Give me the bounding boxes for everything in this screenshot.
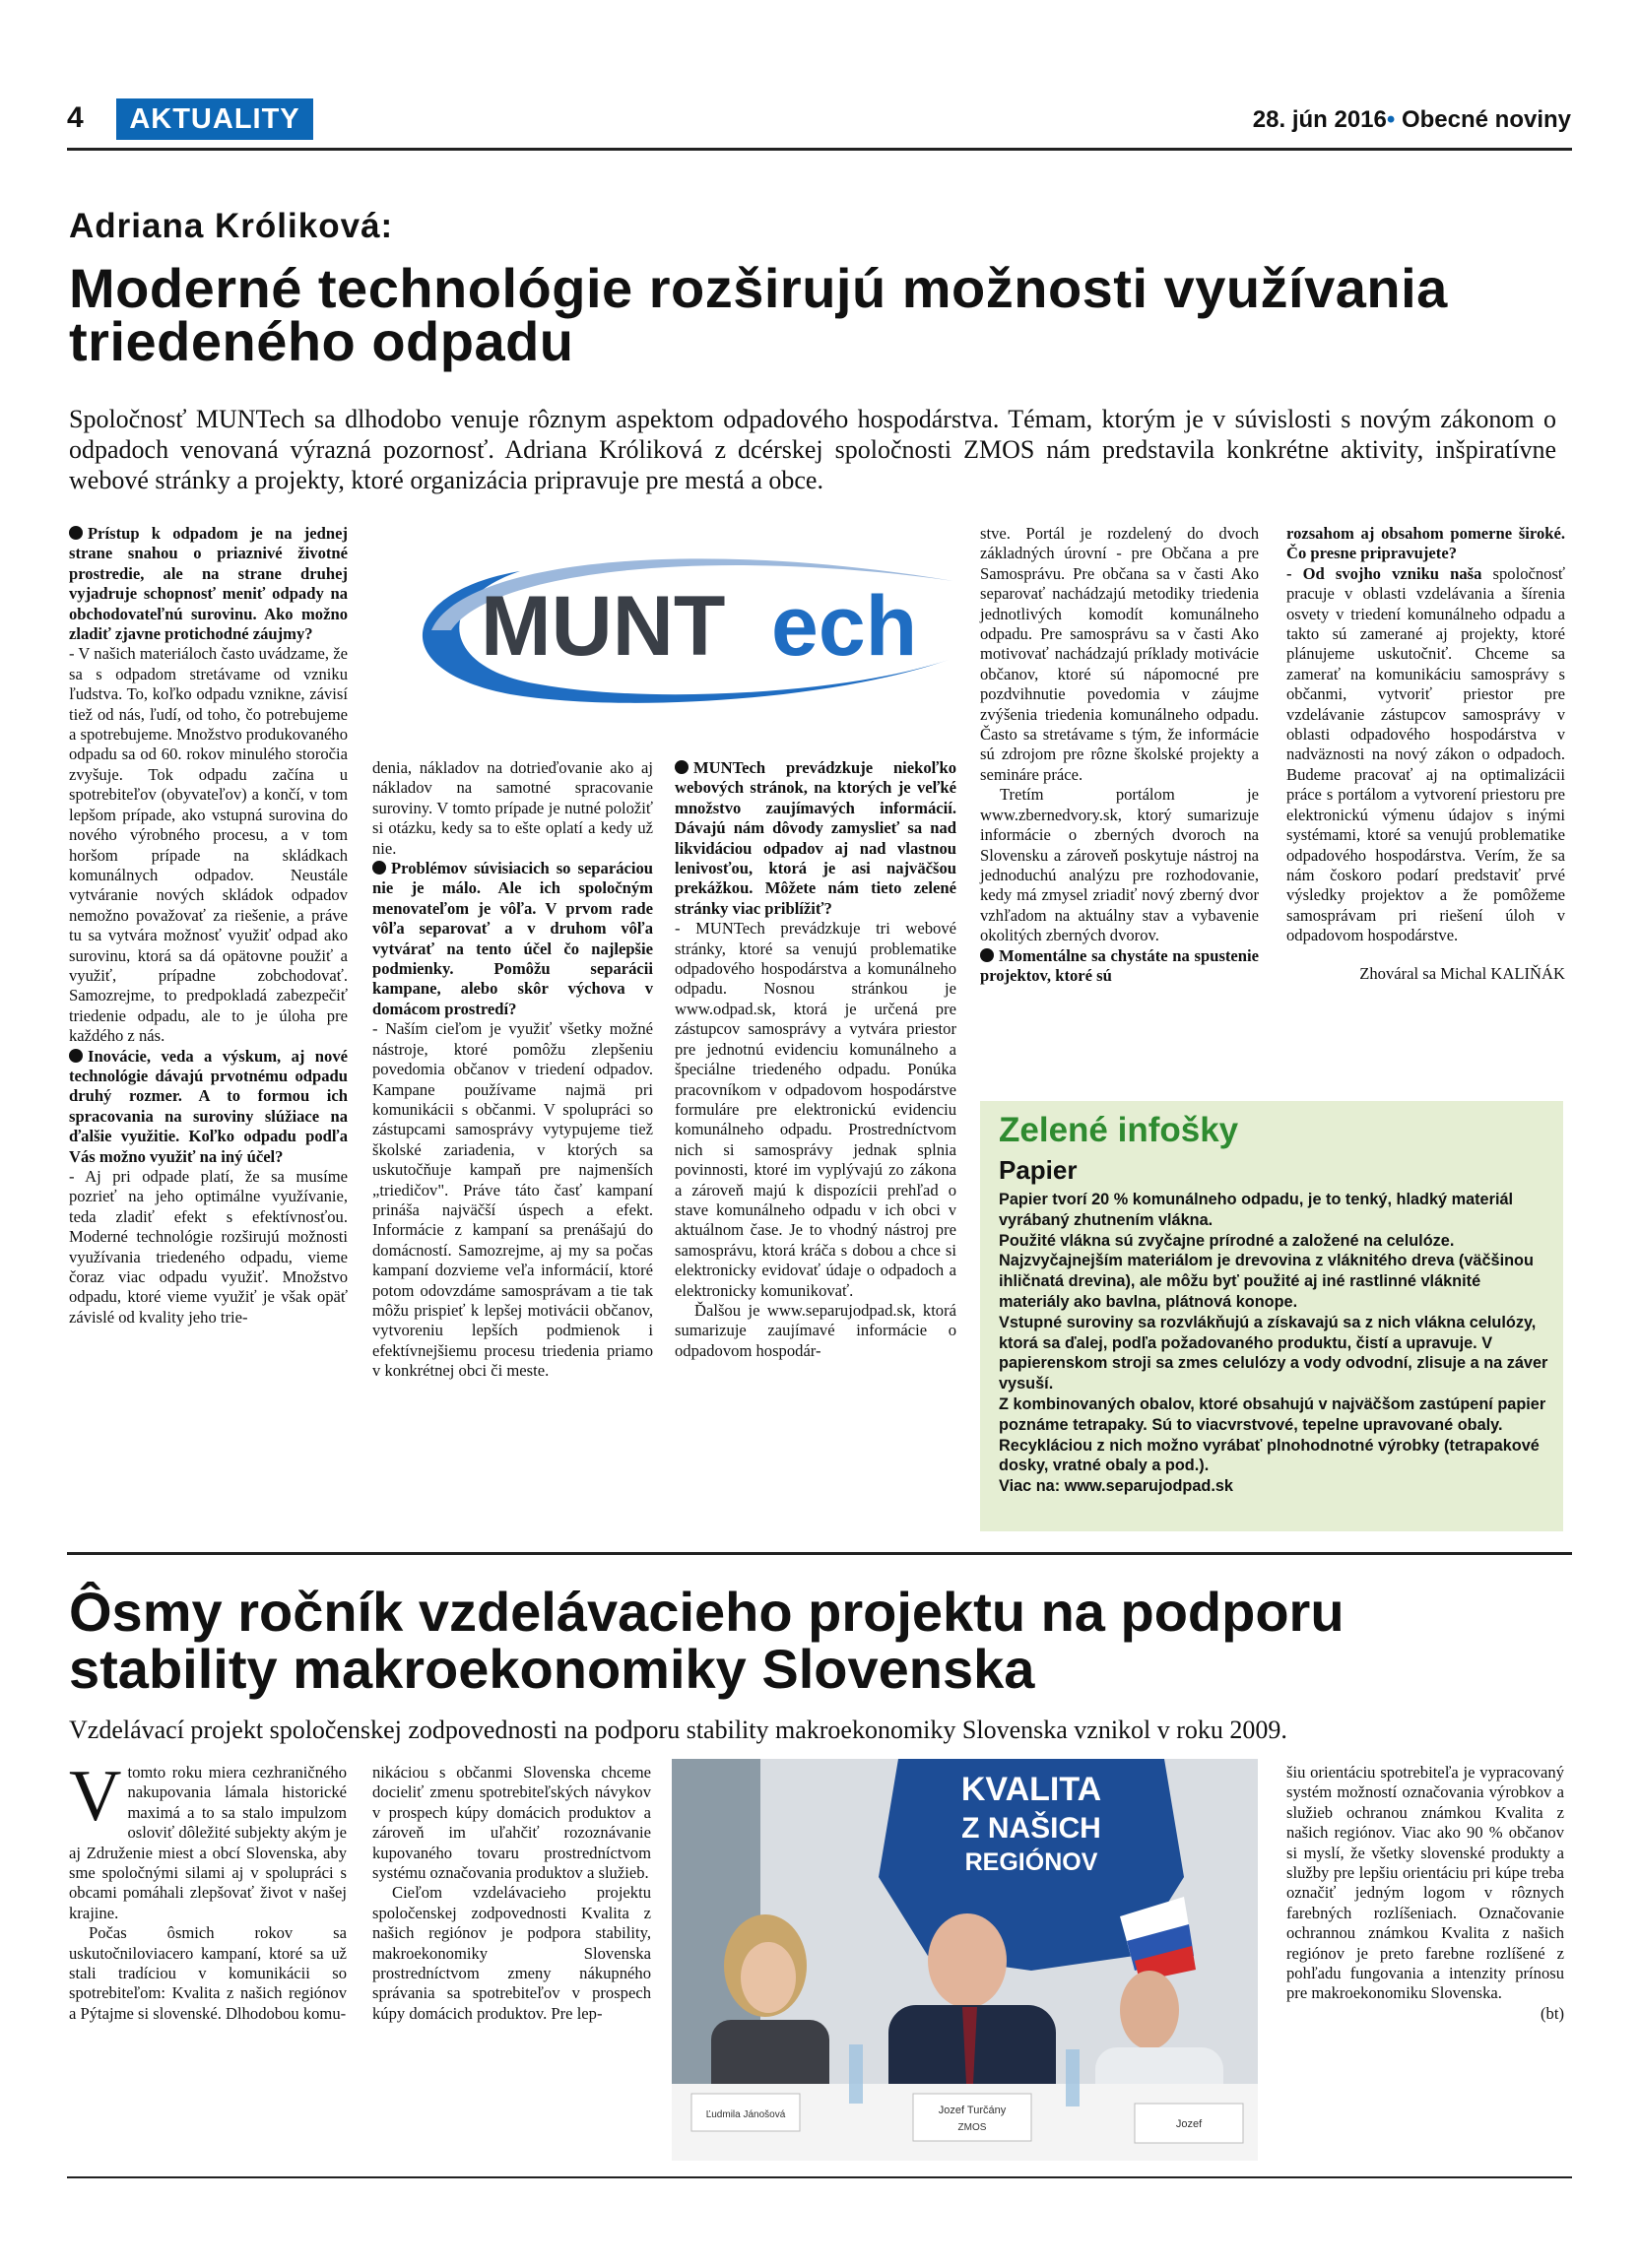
paragraph: Počas ôsmich rokov sa uskutočniloviacero kampaní, ktoré sa už stali tradíciou v komunikácii so spotrebiteľom: Kvalita z našich regiónov a Pýtajme si slovenské. Dlhodobou komu- [69, 1923, 347, 2023]
article2-column-1 [69, 1756, 347, 2024]
section-label: AKTUALITY [116, 98, 313, 140]
dropcap: V [69, 1756, 122, 1837]
person-right-face [1120, 1971, 1179, 2049]
question: Inovácie, veda a výskum, aj nové technológie dávajú prvotnému odpadu druhý rozmer. A to formou ich spracovania na suroviny slúžiace na ďalšie využitie. Koľko odpadu podľa Vás možno využiť na iný účel? [69, 1046, 348, 1166]
nameplate-center-org: ZMOS [957, 2122, 987, 2133]
infobox-body [999, 1190, 1550, 1497]
water-bottle [1066, 2049, 1080, 2106]
muntech-logo [372, 522, 963, 719]
paragraph: nikáciou s občanmi Slovenska chceme docieliť zmenu spotrebiteľských návykov v prospech kúpy domácich produktov a zároveň im uľahčiť rozoznávanie kupovaného tovaru prostredníctvom systému označovania produktov a služieb. [372, 1763, 651, 1883]
answer: Tretím portálom je www.zbernedvory.sk, ktorý sumarizuje informácie o zberných dvoroch na Slovensku a zároveň poskytuje nástroj na jednoduchú analýzu pre rozhodovanie, kedy má zmysel zriadiť nový zberný dvor vzhľadom na aktuálny stav a vybavenie okolitých zberných dvorov. [980, 785, 1259, 945]
bullet-icon [980, 948, 994, 962]
water-bottle [849, 2044, 863, 2104]
article1-lead: Spoločnosť MUNTech sa dlhodobo venuje rôznym aspektom odpadového hospodárstva. Témam, ktorým je v súvislosti s novým zákonom o odpadoch venovaná výrazná pozornosť. Adriana Króliková z dcérskej spoločnosti ZMOS nám predstavila konkrétne aktivity, inšpiratívne webové stránky a projekty, ktoré organizácia pripravuje pre mestá a obce. [69, 405, 1556, 494]
infobox-link[interactable]: Viac na: www.separujodpad.sk [999, 1477, 1233, 1496]
article1-headline: Moderné technológie rozširujú možnosti využívania triedeného odpadu [69, 257, 1448, 372]
article2-lead: Vzdelávací projekt spoločenskej zodpovednosti na podporu stability makroekonomiky Slovenska vznikol v roku 2009. [69, 1716, 1287, 1744]
article1-column-4 [980, 524, 1259, 986]
nameplate-center-text: Jozef Turčány [938, 2105, 1007, 2116]
article1-column-5 [1286, 524, 1565, 984]
issue-info [1253, 106, 1571, 134]
bullet-icon [69, 1049, 83, 1063]
person-center-face [928, 1913, 1007, 2008]
bullet-icon [372, 861, 386, 875]
article1-column-1 [69, 524, 348, 1328]
answer: spoločnosť pracuje v oblasti vzdelávania a šírenia osvety v triedení komunálneho odpadu a takto sú zamerané aj projekty, ktoré plánujeme uskutočniť. Chceme sa zamerať na komunikáciu samosprávy s občanmi, vytvoriť priestor pre vzdelávanie zástupcov samosprávy v oblasti odpadového hospodárstva v nadväznosti na nový zákon o odpadoch. Budeme pracovať aj na optimalizácii práce s portálom a vytvorení priestoru pre elektronickú výmenu údajov s inými systémami, ktoré sa venujú problematike odpadového hospodárstva. Verím, že sa nám čoskoro podarí predstaviť prvé výsledky projektov a že pomôžeme samosprávam pri riešení úloh v odpadovom hospodárstve. [1286, 563, 1565, 945]
article2-headline: Ôsmy ročník vzdelávacieho projektu na podporu stability makroekonomiky Slovenska [69, 1581, 1345, 1700]
answer: Ďalšou je www.separujodpad.sk, ktorá sumarizuje zaujímavé informácie o odpadovom hospodár- [675, 1300, 956, 1360]
answer: denia, nákladov na dotrieďovanie ako aj nákladov na samotné spracovanie suroviny. V tomto prípade je nutné položiť si otázku, kedy sa to ešte oplatí a kedy už nie. [372, 758, 653, 858]
nameplate-left-text: Ľudmila Jánošová [705, 2109, 786, 2120]
infobox-paragraph: Najzvyčajnejším materiálom je drevovina z vláknitého dreva (väčšinou ihličnatá drevina), ale môžu byť použité aj iné rastlinné vláknité materiály ako bavlna, plátnová konope. [999, 1252, 1534, 1311]
question: MUNTech prevádzkuje niekoľko webových stránok, na ktorých je veľké množstvo zaujímavých informácií. Dávajú nám dôvody zamyslieť sa nad likvidáciou odpadov aj nad vlastnou lenivosťou, ktorá je asi najväčšou prekážkou. Môžete nám tieto zelené stránky viac priblížiť? [675, 758, 956, 918]
banner-line-1: KVALITA [960, 1771, 1102, 1808]
bullet-icon [675, 760, 689, 774]
paragraph: tomto roku miera cezhraničného nakupovania lámala historické maximá a to sa stalo impulzom osloviť dôležité subjekty akým je aj Združenie miest a obcí Slovenska, aby sme spoločnými silami aj v spolupráci s obcami pomáhali zlepšovať život v našej krajine. [69, 1763, 347, 1922]
question: rozsahom aj obsahom pomerne široké. Čo presne pripravujete? [1286, 524, 1565, 563]
issue-separator: • [1386, 106, 1396, 133]
infobox-paragraph: Papier tvorí 20 % komunálneho odpadu, je to tenký, hladký materiál vyrábaný zhutnením vlákna. [999, 1191, 1514, 1229]
header-rule [67, 148, 1572, 151]
answer: - Aj pri odpade platí, že sa musíme pozrieť na jeho optimálne využívanie, teda zladiť efekt s efektívnosťou. Moderné technológie rozširujú možnosti využívania triedeného odpadu, vieme čoraz viac odpadu využiť. Množstvo odpadu, ktoré vieme využiť je však opäť závislé od kvality jeho trie- [69, 1167, 348, 1327]
person-left-face [741, 1942, 796, 2013]
infobox-paragraph: Vstupné suroviny sa rozvlákňujú a získavajú sa z nich vlákna celulózy, ktorá sa ďalej, podľa požadovaného produktu, čistí a upravuje. V papierenskom stroji sa zmes celulózy a vody odvodní, zlisuje a na záver vysuší. [999, 1313, 1548, 1393]
answer: stve. Portál je rozdelený do dvoch základných úrovní - pre Občana a pre Samosprávu. Pre občana sa v časti Ako separovať nachádzajú metodiky triedenia jednotlivých komodít komunálneho odpadu. Pre samosprávu sa v časti Ako motivovať nachádzajú príklady motivácie občanov, ktoré sú nápomocné pre pozdvihnutie povedomia v záujme zvýšenia triedenia komunálneho odpadu. Často sa stretávame s tým, že informácie sú zdrojom pre rôzne školské projekty a semináre práce. [980, 524, 1259, 784]
infobox-title: Zelené infošky [999, 1111, 1239, 1149]
logo-text-b: ech [771, 579, 918, 674]
answer-lead: - Od svojho vzniku naša [1286, 563, 1482, 583]
paragraph: Cieľom vzdelávacieho projektu spoločenskej zodpovednosti Kvalita z našich regiónov je podpora stability, makroekonomiky Slovenska prostredníctvom zmeny nákupného správania sa spotrebiteľov v prospech kúpy domácich produktov. Pre lep- [372, 1883, 651, 2023]
infobox-subtitle: Papier [999, 1155, 1078, 1185]
banner-line-3: REGIÓNOV [964, 1848, 1098, 1876]
press-conference-photo [672, 1759, 1258, 2161]
nameplate-right-text: Jozef [1175, 2118, 1203, 2130]
question: Momentálne sa chystáte na spustenie projektov, ktoré sú [980, 945, 1259, 985]
article-divider [67, 1552, 1572, 1555]
page-number: 4 [67, 101, 84, 134]
footer-rule [67, 2176, 1572, 2178]
article2-column-3 [1286, 1763, 1564, 2024]
article2-byline: (bt) [1541, 2003, 1564, 2023]
question: Prístup k odpadom je na jednej strane snahou o priaznivé životné prostredie, ale na strane druhej vyjadruje schopnosť meniť odpady na obchodovateľnú surovinu. Ako možno zladiť zjavne protichodné záujmy? [69, 524, 348, 644]
question: Problémov súvisiacich so separáciou nie je málo. Ale ich spoločným menovateľom je vôľa. V prvom rade vôľa separovať a v druhom vôľa vytvárať na tento účel čo najlepšie podmienky. Pomôžu separácii kampane, alebo skôr výchova v domácom prostredí? [372, 859, 653, 1018]
answer: - Naším cieľom je využiť všetky možné nástroje, ktoré pomôžu zlepšeniu povedomia občanov v triedení odpadov. Kampane používame najmä pri komunikácii s občanmi. V spolupráci so zástupcami samosprávy vytypujeme tiež školské zariadenia, v ktorých sa uskutočňuje kampaň pre najmenších „triedičov". Práve táto časť kampaní prináša najväčší úspech a efekt. Informácie z kampaní sa prenášajú do domácností. Samozrejme, aj my sa počas kampaní dozvieme veľa informácií, ktoré potom odovzdáme samosprávam a tie tak môžu prispieť k lepšej motivácii občanov, vytvoreniu lepších podmienok i efektívnejšiemu procesu triedenia priamo v konkrétnej obci či meste. [372, 1019, 653, 1381]
paragraph: šiu orientáciu spotrebiteľa je vypracovaný systém možností označovania výrobkov a služieb ochranou známkou Kvalita z našich regiónov. Viac ako 90 % občanov si myslí, že všetky slovenské produkty a služby pre lepšiu orientáciu pri kúpe treba označiť jedným logom v rôznych farebných rozlíšeniach. Označovanie ochrannou známkou Kvalita z našich regiónov je preto farebne rozlíšené z pohľadu fungovania a intenzity prínosu pre makroekonomiku Slovenska. [1286, 1763, 1564, 2003]
banner-line-2: Z NAŠICH [961, 1812, 1101, 1845]
issue-date: 28. jún 2016 [1252, 106, 1387, 133]
article1-column-2 [372, 758, 653, 1382]
infobox-paragraph: Použité vlákna sú zvyčajne prírodné a založené na celulóze. [999, 1231, 1455, 1250]
answer: - MUNTech prevádzkuje tri webové stránky, ktoré sa venujú problematike odpadového hospodárstva a komunálneho odpadu. Nosnou stránkou je www.odpad.sk, ktorá je určená pre zástupcov samosprávy a vytvára priestor pre jednotnú evidenciu komunálneho a špeciálne triedeného odpadu. Ponúka pracovníkom v odpadovom hospodárstve formuláre pre elektronickú evidenciu komunálneho odpadu. Prostredníctvom nich si samosprávy jednak splnia povinnosti, ktoré im vyplývajú zo zákona a zároveň majú k dispozícii prehľad o stave komunálneho odpadu v ich obci v aktuálnom čase. Je to vhodný nástroj pre samosprávu, ktorá kráča s dobou a chce si elektronicky evidovať údaje o odpadoch a elektronicky komunikovať. [675, 919, 956, 1300]
article2-column-2 [372, 1763, 651, 2024]
logo-text-a: MUNT [481, 579, 726, 674]
answer: - V našich materiáloch často uvádzame, že sa s odpadom stretávame od vzniku ľudstva. To, koľko odpadu vznikne, závisí tiež od nás, ľudí, od toho, čo potrebujeme a spotrebujeme. Množstvo produkovaného odpadu sa od 60. rokov minulého storočia zvyšuje. Tok odpadu začína u spotrebiteľov (obyvateľov) a končí, v tom lepšom prípade, ako vstupná surovina do nového výrobného procesu, a v tom horšom prípade na skládkach komunálnych odpadov. Neustále vytváranie nových skládok odpadov nemožno považovať za riešenie, a práve tu sa vytvára možnosť využiť odpad ako surovinu, ktorá sa dá opätovne použiť a využiť, prípadne zobchodovať. Samozrejme, to predpokladá zabezpečiť triedenie odpadu, ale to je úloha pre každého z nás. [69, 644, 348, 1046]
nameplate-center [913, 2094, 1031, 2141]
infobox-paragraph: Z kombinovaných obalov, ktoré obsahujú v najväčšom zastúpení papier poznáme tetrapaky. Sú to viacvrstvové, tepelne upravované obaly. [999, 1394, 1546, 1434]
publication-name: Obecné noviny [1401, 106, 1571, 133]
article1-kicker: Adriana Króliková: [69, 207, 394, 245]
interview-byline: Zhováral sa Michal KALIŇÁK [1359, 963, 1565, 983]
bullet-icon [69, 526, 83, 540]
article1-column-3 [675, 758, 956, 1361]
infobox-paragraph: Recykláciou z nich možno vyrábať plnohodnotné výrobky (tetrapakové dosky, vratné obaly a pod.). [999, 1436, 1540, 1475]
